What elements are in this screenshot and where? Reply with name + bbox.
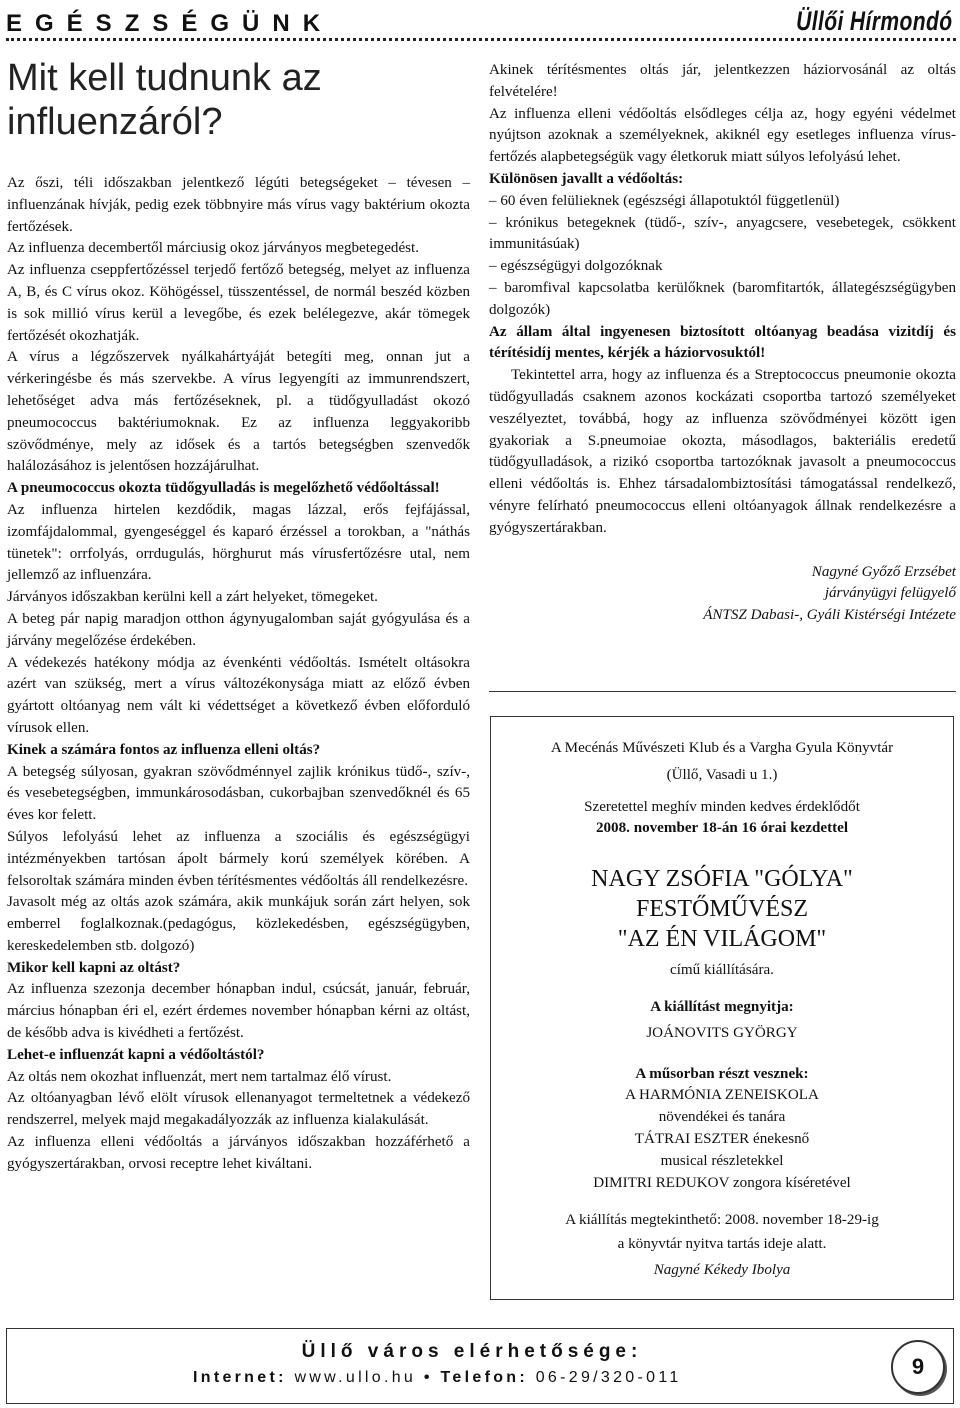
signature-role: járványügyi felügyelő — [824, 585, 956, 602]
footer-separator: • — [423, 1369, 433, 1386]
article-paragraph: Akinek térítésmentes oltás jár, jelentkezzen háziorvosánál az oltás felvételére! — [489, 62, 956, 100]
article-title-line1: Mit kell tudnunk az — [7, 57, 322, 99]
header-dotted-rule — [6, 38, 956, 41]
event-invite: Szeretettel meghív minden kedves érdeklődőt — [584, 798, 860, 815]
footer-internet-label: Internet: — [193, 1369, 287, 1386]
article-paragraph: Az influenza elleni védőoltás elsődleges célja az, hogy egyéni védelmet nyújtson azoknak a személyeknek, akiknél egy esetleges influenza vírus-fertőzés alapbetegségük vagy életkoruk miatt súlyos lefolyású lehet. — [489, 105, 956, 166]
article-paragraph: A védekezés hatékony módja az évenkénti védőoltás. Ismételt oltásokra azért van szükség, mert a vírus változékonysága miatt az előző évben gyártott oltóanyag nem vált ki védettséget a következő évben előforduló vírusok ellen. — [7, 654, 470, 736]
left-column — [7, 56, 470, 1176]
article-subheading: Kinek a számára fontos az influenza elleni oltás? — [7, 741, 321, 758]
footer-contact — [193, 1369, 682, 1387]
event-program-line: TÁTRAI ESZTER énekesnő — [634, 1130, 810, 1147]
event-date: 2008. november 18-án 16 órai kezdettel — [595, 820, 849, 837]
author-signature — [489, 562, 956, 627]
event-program-line: A HARMÓNIA ZENEISKOLA — [625, 1087, 819, 1104]
event-program-line: növendékei és tanára — [658, 1109, 786, 1126]
list-item: – egészségügyi dolgozóknak — [489, 258, 663, 275]
article-paragraph: Javasolt még az oltás azok számára, akik munkájuk során zárt helyen, sok emberrel foglalkoznak.(pedagógus, közlekedésben, egészségügyben, kereskedelemben stb. dolgozó) — [7, 894, 470, 954]
right-paragraphs — [489, 60, 956, 540]
page-number-badge: 9 — [891, 1340, 945, 1394]
article-paragraph: A vírus a légzőszervek nyálkahártyáját betegíti meg, onnan jut a vérkeringésbe és más szervekbe. A vírus legyengíti az immunrendszert, lehetőséget adva más fertőzéseknek, pl. a tüdőgyulladást okozó pneumococcus baktériumoknak. Ez az influenza leggyakoribb szövődménye, mely az idősek és a tartós betegségben szenvedők halálozásához is jelentősen hozzájárulhat. — [7, 349, 470, 475]
article-subheading: Különösen javallt a védőoltás: — [489, 170, 684, 187]
event-address: (Üllő, Vasadi u 1.) — [666, 766, 778, 783]
signature-name: Nagyné Győző Erzsébet — [811, 563, 956, 580]
event-opener-label: A kiállítást megnyitja: — [650, 998, 794, 1015]
event-opener-name: JOÁNOVITS GYÖRGY — [646, 1024, 798, 1041]
event-title-line2: FESTŐMŰVÉSZ — [635, 896, 809, 923]
article-subheading: A pneumococcus okozta tüdőgyulladás is megelőzhető védőoltással! — [7, 480, 440, 497]
article-paragraph: Az influenza elleni védőoltás a járványos időszakban hozzáférhető a gyógyszertárakban, orvosi receptre lehet kiváltani. — [7, 1134, 470, 1172]
event-title — [491, 864, 953, 954]
page-footer — [6, 1328, 954, 1404]
footer-internet-link[interactable]: www.ullo.hu — [294, 1369, 417, 1386]
article-paragraph: Tekintettel arra, hogy az influenza és a Streptococcus pneumonie okozta tüdőgyulladás csaknem azonos kockázati csoportba tartozó személyeket veszélyeztet, továbbá, hogy az influenza szövődményei között igen gyakoriak a S.pneumoiae okozta, másodlagos, bakteriális eredetű tüdőgyulladások, a rizikó csoportba tartozóknak javasolt a pneumococcus elleni védőoltás is. Ehhez társadalombiztosítási támogatással rendelkező, vényre felírható pneumococcus elleni oltóanyagok állnak rendelkezésre a gyógyszertárakban. — [489, 367, 956, 536]
event-visit-hours: a könyvtár nyitva tartás ideje alatt. — [617, 1236, 827, 1253]
article-paragraph: Az influenza hirtelen kezdődik, magas lázzal, erős fejfájással, izomfájdalommal, gyengeséggel és kaparó érzéssel a torokban, a "náthás tünetek": orrfolyás, orrdugulás, hörghurut más vírusfertőzésre utal, nem jellemző az influenzára. — [7, 501, 470, 584]
article-subheading: Mikor kell kapni az oltást? — [7, 959, 181, 976]
right-column — [489, 60, 956, 627]
footer-heading: Üllő város elérhetősége: — [301, 1341, 643, 1362]
article-paragraph: Járványos időszakban kerülni kell a zárt helyeket, tömegeket. — [7, 589, 378, 606]
event-title-line1: NAGY ZSÓFIA "GÓLYA" — [591, 866, 853, 893]
event-subtitle: című kiállítására. — [670, 962, 774, 979]
list-item: – 60 éven felülieknek (egészségi állapotuktól függetlenül) — [489, 192, 840, 209]
event-announcement-box — [490, 716, 954, 1300]
event-program-list — [491, 1085, 953, 1194]
article-paragraph: Az oltás nem okozhat influenzát, mert nem tartalmaz élő vírust. — [7, 1068, 392, 1085]
event-program-label: A műsorban részt vesznek: — [635, 1065, 809, 1082]
event-program-line: DIMITRI REDUKOV zongora kíséretével — [593, 1174, 851, 1191]
section-title: EGÉSZSÉGÜNK — [6, 10, 334, 37]
column-divider-rule — [489, 691, 956, 692]
signature-org: ÁNTSZ Dabasi-, Gyáli Kistérségi Intézete — [703, 607, 956, 624]
page-header — [6, 4, 956, 44]
masthead-logo: Üllői Hírmondó — [795, 6, 952, 36]
footer-phone-label: Telefon: — [440, 1369, 528, 1386]
footer-phone-value: 06-29/320-011 — [535, 1369, 682, 1386]
article-title-line2: influenzáról? — [7, 101, 223, 143]
list-item: – krónikus betegeknek (tüdő-, szív-, anyagcsere, vesebetegek, csökkent immunitásúak) — [489, 214, 956, 253]
event-visit-dates: A kiállítás megtekinthető: 2008. november 18-29-ig — [565, 1212, 879, 1229]
article-paragraph: A beteg pár napig maradjon otthon ágynyugalomban saját gyógyulása és a járvány megelőzése érdekében. — [7, 610, 470, 649]
list-item: – baromfival kapcsolatba kerülőknek (baromfitartók, állategészségügyben dolgozók) — [489, 279, 956, 318]
article-paragraph: Az influenza decembertől márciusig okoz járványos megbetegedést. — [7, 240, 419, 257]
article-paragraph: Az őszi, téli időszakban jelentkező légúti betegségeket – tévesen – influenzának hívják, pedig ezek többnyire más vírus vagy baktérium okozta fertőzések. — [7, 175, 470, 235]
event-author: Nagyné Kékedy Ibolya — [653, 1261, 791, 1278]
article-title — [7, 56, 470, 144]
article-subheading: Lehet-e influenzát kapni a védőoltástól? — [7, 1046, 265, 1063]
article-subheading: Az állam által ingyenesen biztosított oltóanyag beadása vizitdíj és térítésidíj mentes, kérjék a háziorvosuktól! — [489, 323, 956, 362]
event-organizers: A Mecénás Művészeti Klub és a Vargha Gyula Könyvtár — [550, 740, 894, 756]
article-paragraph: Az oltóanyagban lévő elölt vírusok ellenanyagot termeltetnek a védekező rendszerrel, melyek majd megakadályozzák az influenza kialakulását. — [7, 1090, 470, 1129]
article-paragraph: Az influenza cseppfertőzéssel terjedő fertőző betegség, melyet az influenza A, B, és C vírus okoz. Köhögéssel, tüsszentéssel, de normál beszéd közben is sok millió vírus kerül a levegőbe, és ezek belélegezve, akár tömegek fertőzését okozhatják. — [7, 262, 470, 344]
event-title-line3: "AZ ÉN VILÁGOM" — [617, 926, 827, 953]
article-paragraph: Súlyos lefolyású lehet az influenza a szociális és egészségügyi intézményekben tartósan ápolt bármely korú személyek körében. A felsoroltak számára minden évben térítésmentes védőoltás áll rendelkezésre. — [7, 828, 470, 889]
left-paragraphs — [7, 173, 470, 1176]
article-paragraph: A betegség súlyosan, gyakran szövődménnyel zajlik krónikus tüdő-, szív-, és vesebetegségben, immunkárosodásban, cukorbajban szenvedőknél és 65 éves kor felett. — [7, 763, 470, 824]
article-paragraph: Az influenza szezonja december hónapban indul, csúcsát, január, február, március hónapban éri el, ezért érdemes november hónapban kérni az oltást, de később adva is kivédheti a fertőzést. — [7, 981, 470, 1042]
event-program-line: musical részletekkel — [660, 1152, 784, 1169]
